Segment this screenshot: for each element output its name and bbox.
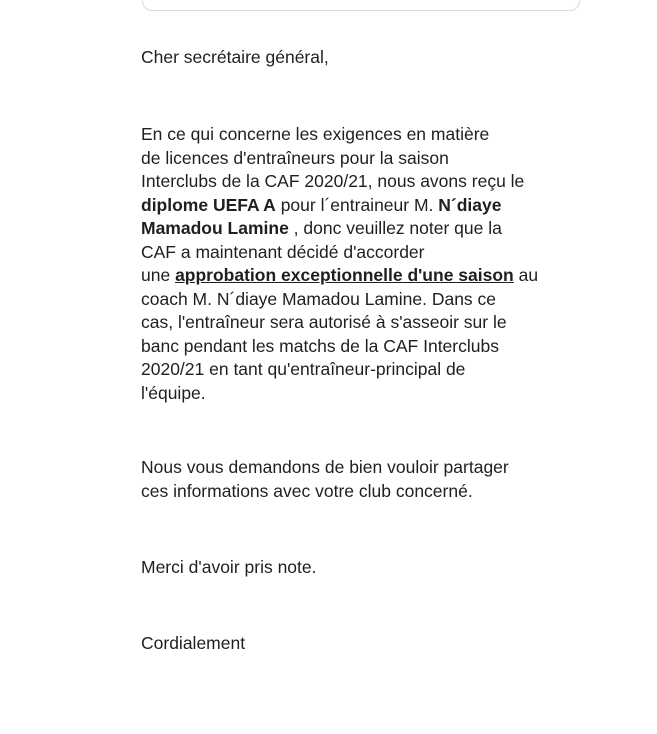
thanks-line: Merci d'avoir pris note. [141,557,317,577]
paragraph1-line9: cas, l'entraîneur sera autorisé à s'asseoir sur le [141,312,507,332]
paragraph1-line6: CAF a maintenant décidé d'accorder [141,241,425,262]
greeting: Cher secrétaire général, [141,47,329,67]
coach-text: pour l´entraineur M. [275,194,439,215]
note-text: , donc veuillez noter que la [293,218,502,238]
paragraph1-line7 [141,264,538,288]
paragraph1-line12: l'équipe. [141,382,206,403]
diploma-bold: diplome UEFA A [141,194,276,215]
paragraph1-line1: En ce qui concerne les exigences en matière [141,124,490,144]
paragraph1-line8: coach M. N´diaye Mamadou Lamine. Dans ce [141,288,497,309]
coach-name-bold: N´diaye [438,194,502,215]
paragraph2-line1: Nous vous demandons de bien vouloir partager [141,457,509,477]
approval-bold-underline: approbation exceptionnelle d'une saison [175,265,514,285]
paragraph1-line5 [141,217,502,241]
une-text: une [141,265,176,285]
closing-line: Cordialement [141,633,246,653]
paragraph1-line11: 2020/21 en tant qu'entraîneur-principal de [141,359,466,379]
paragraph2-line2: ces informations avec votre club concerné. [141,480,473,501]
coach-firstname-bold: Mamadou Lamine [141,218,294,238]
top-input-box [142,0,580,11]
paragraph1-line2: de licences d'entraîneurs pour la saison [141,147,449,168]
paragraph1-line3: Interclubs de la CAF 2020/21, nous avons reçu le [141,171,525,191]
au-text: au [513,265,539,285]
paragraph1-line10: banc pendant les matchs de la CAF Interclubs [141,335,499,356]
paragraph1-line4 [141,194,501,218]
